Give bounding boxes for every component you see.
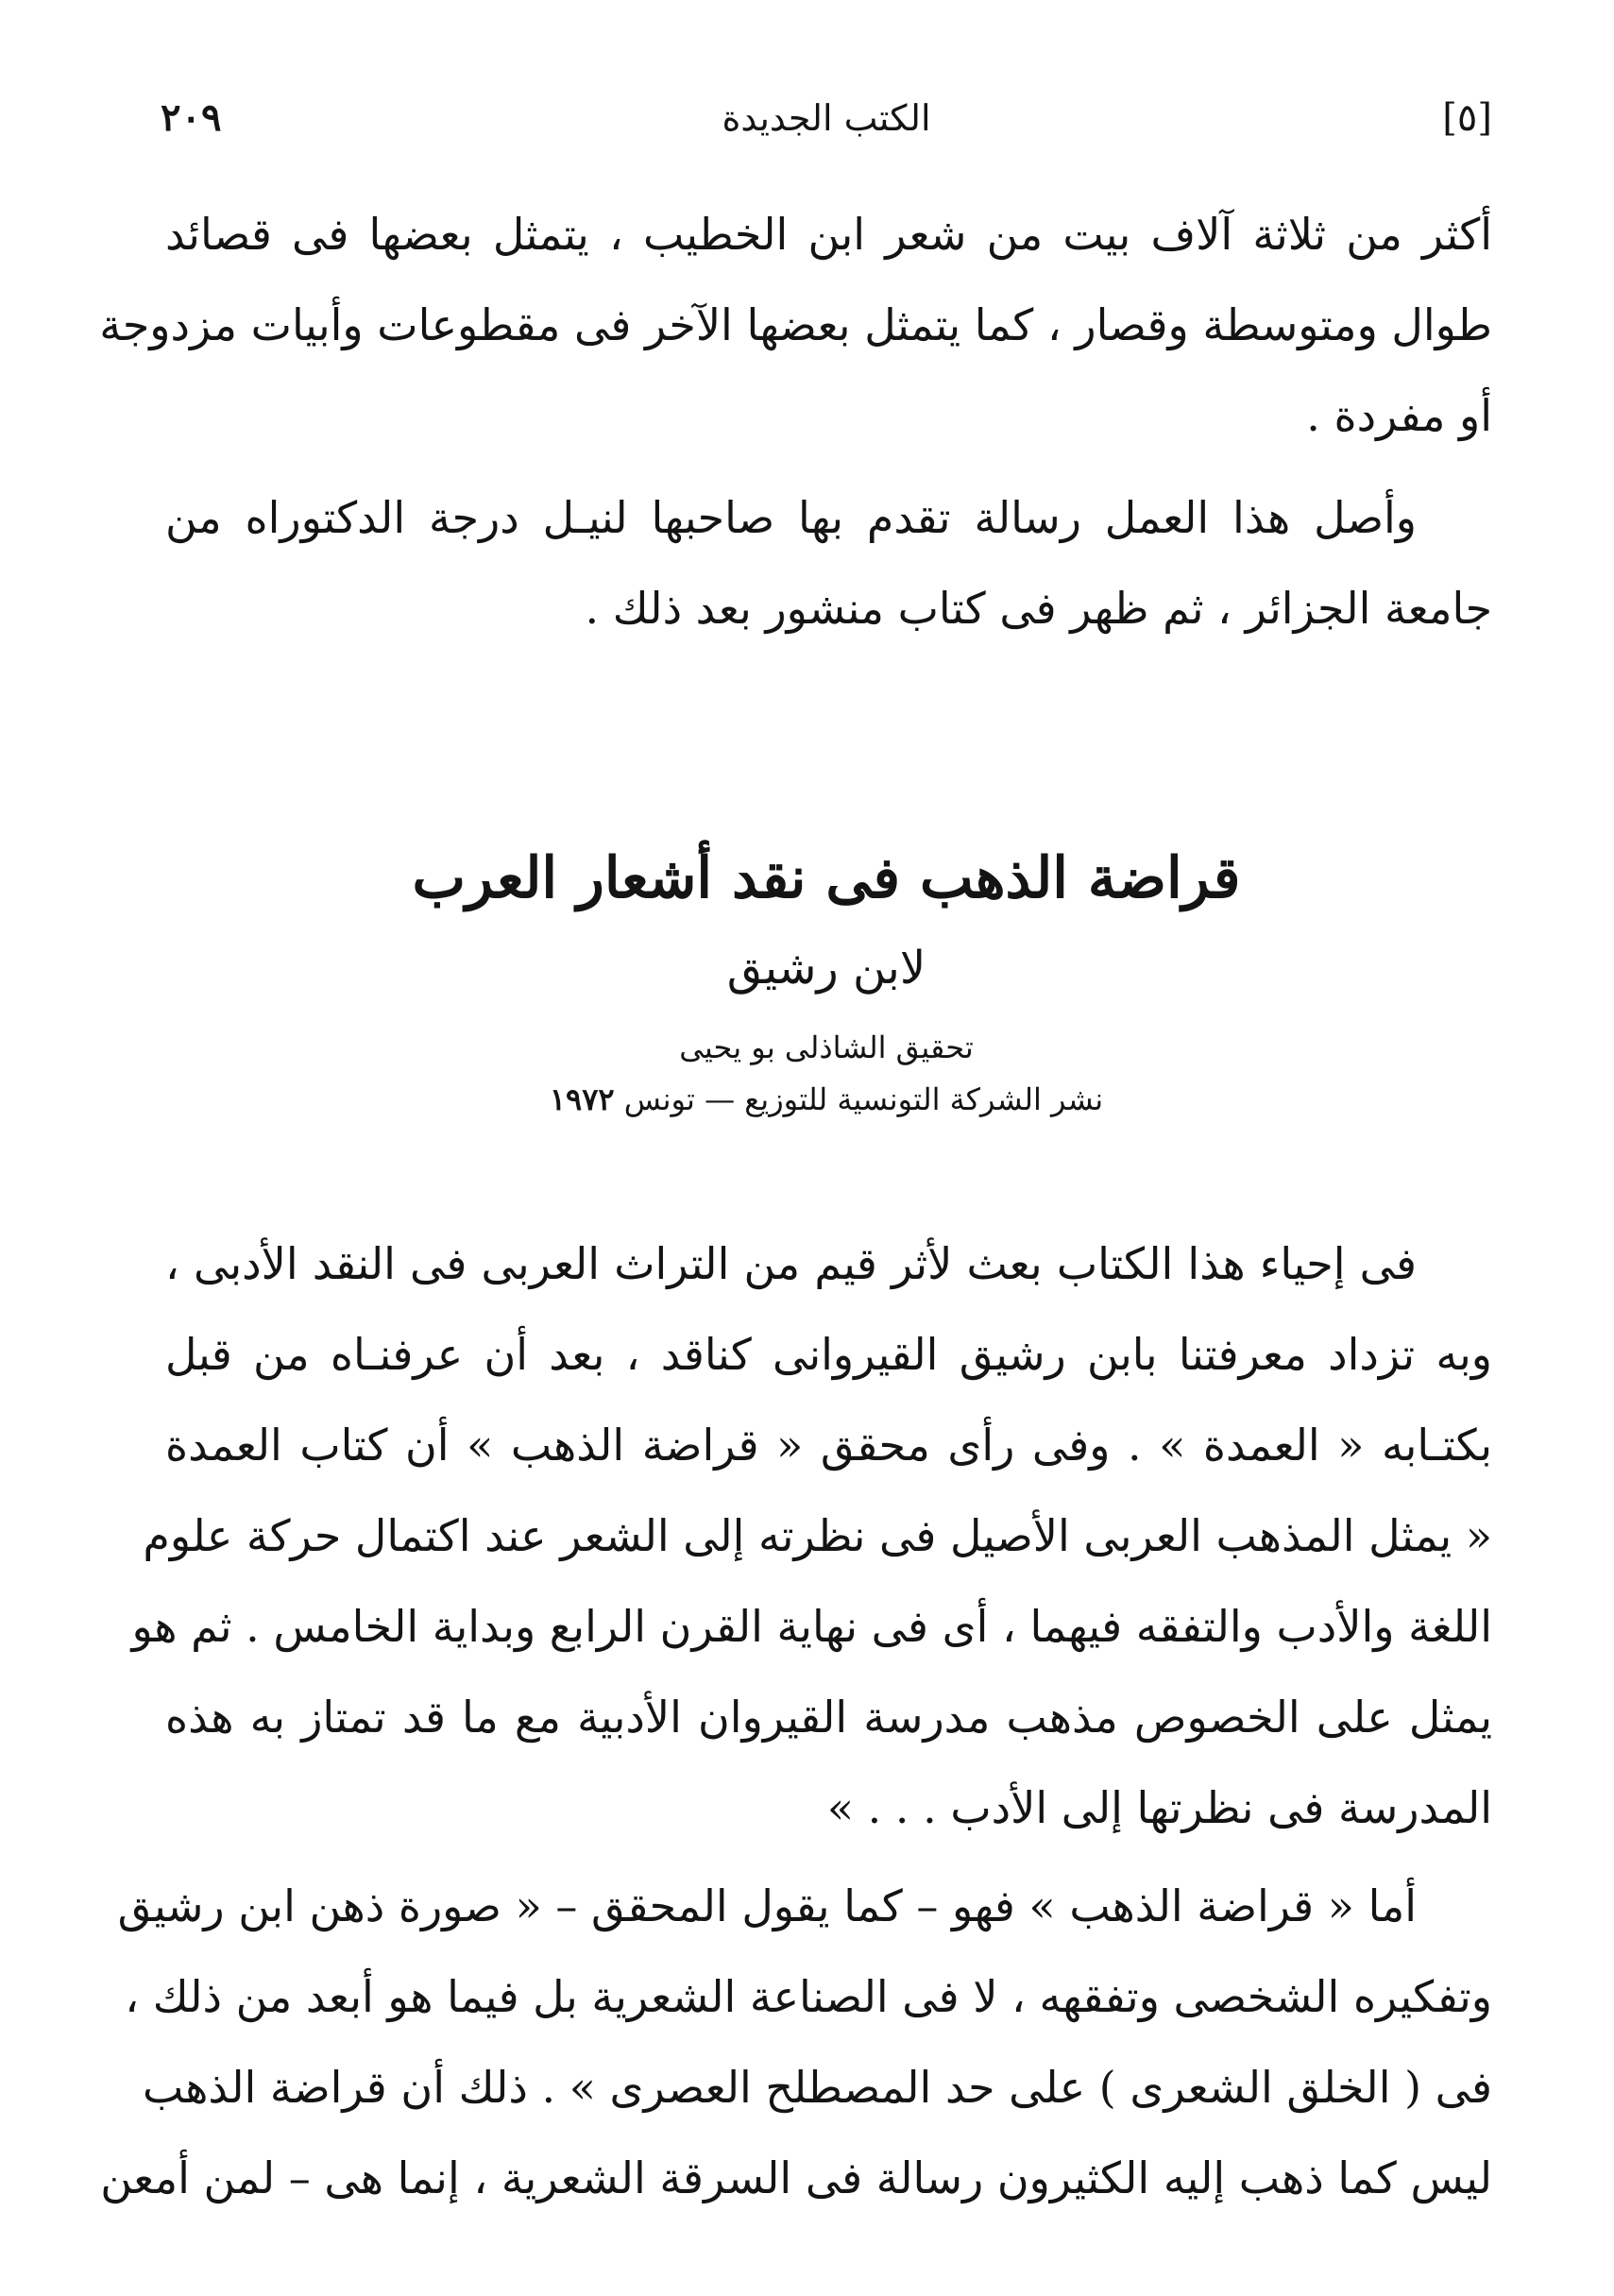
review-paragraph-1: [131, 1218, 1492, 1853]
page-number: ٢٠٩: [161, 95, 222, 140]
text-line: وتفكيره الشخصى وتفقهه ، لا فى الصناعة الشعرية بل فيما هو أبعد من ذلك ،: [125, 1971, 1492, 2022]
text-line: أما « قراضة الذهب » فهو – كما يقول المحقق – « صورة ذهن ابن رشيق: [117, 1880, 1417, 1931]
running-title: الكتب الجديدة: [722, 97, 931, 139]
intro-paragraph-2: [165, 472, 1492, 654]
text-line: اللغة والأدب والتفقه فيهما ، أى فى نهاية القرن الرابع وبداية الخامس . ثم هو: [131, 1601, 1492, 1652]
publisher-name: نشر الشركة التونسية للتوزيع — تونس: [623, 1081, 1104, 1117]
running-header: [161, 90, 1492, 156]
text-line: فى إحياء هذا الكتاب بعث لأثر قيم من التراث العربى فى النقد الأدبى ،: [165, 1238, 1417, 1289]
book-publisher: [161, 1077, 1492, 1122]
text-line: « يمثل المذهب العربى الأصيل فى نظرته إلى الشعر عند اكتمال حركة علوم: [143, 1510, 1492, 1561]
publication-year: ١٩٧٢: [549, 1081, 615, 1117]
text-line: وأصل هذا العمل رسالة تقدم بها صاحبها لنيـل درجة الدكتوراه من: [165, 492, 1417, 543]
text-line: ليس كما ذهب إليه الكثيرون رسالة فى السرقة الشعرية ، إنما هى – لمن أمعن: [100, 2152, 1492, 2203]
text-line: بكتـابه « العمدة » . وفى رأى محقق « قراضة الذهب » أن كتاب العمدة: [165, 1420, 1492, 1471]
text-line: أو مفردة .: [1306, 390, 1492, 441]
text-line: طوال ومتوسطة وقصار ، كما يتمثل بعضها الآخر فى مقطوعات وأبيات مزدوجة: [99, 299, 1492, 350]
section-number: [٥]: [1442, 96, 1492, 140]
review-paragraph-2: [100, 1861, 1492, 2223]
book-editor: تحقيق الشاذلى بو يحيى: [679, 1029, 974, 1065]
intro-paragraph-1: [99, 189, 1492, 461]
text-line: أكثر من ثلاثة آلاف بيت من شعر ابن الخطيب ، يتمثل بعضها فى قصائد: [165, 209, 1492, 260]
book-title: قراضة الذهب فى نقد أشعار العرب: [412, 845, 1241, 911]
text-line: يمثل على الخصوص مذهب مدرسة القيروان الأدبية مع ما قد تمتاز به هذه: [165, 1692, 1492, 1743]
text-line: المدرسة فى نظرتها إلى الأدب . . . »: [826, 1782, 1492, 1833]
text-line: جامعة الجزائر ، ثم ظهر فى كتاب منشور بعد ذلك .: [585, 583, 1492, 634]
book-author: لابن رشيق: [726, 942, 926, 995]
text-line: فى ( الخلق الشعرى ) على حد المصطلح العصرى » . ذلك أن قراضة الذهب: [142, 2062, 1492, 2113]
text-line: وبه تزداد معرفتنا بابن رشيق القيروانى كناقد ، بعد أن عرفنـاه من قبل: [165, 1329, 1492, 1380]
